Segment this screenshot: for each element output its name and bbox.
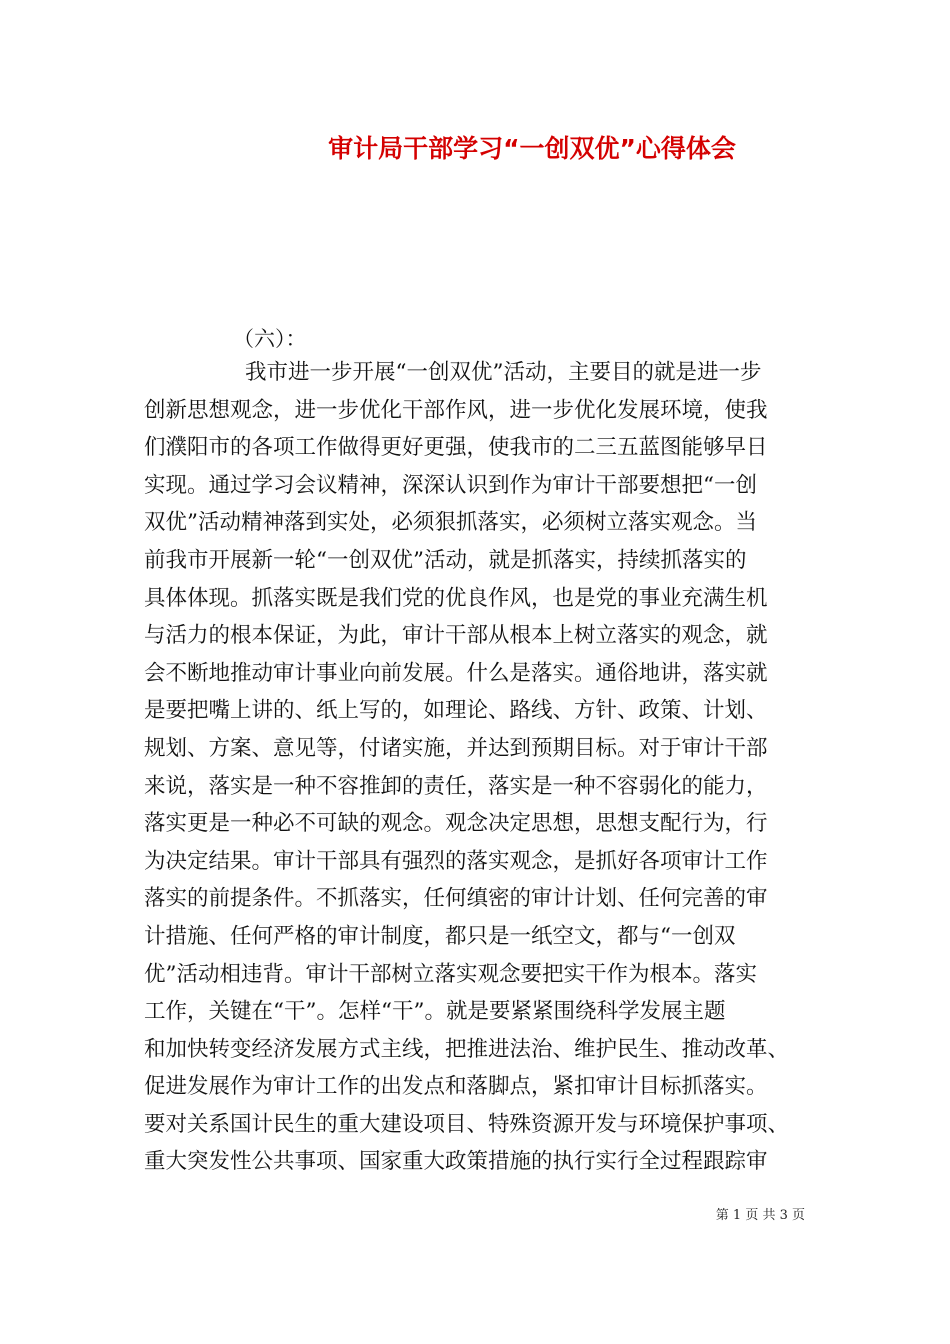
body-line: 是要把嘴上讲的、纸上写的，如理论、路线、方针、政策、计划、: [144, 698, 768, 724]
body-line: 实现。通过学习会议精神，深深认识到作为审计干部要想把“一创: [144, 472, 757, 498]
body-line: 具体体现。抓落实既是我们党的优良作风，也是党的事业充满生机: [144, 585, 768, 611]
section-mark: （六）：: [233, 327, 307, 351]
document-title: 审计局干部学习“一创双优”心得体会: [328, 134, 736, 163]
body-line: 规划、方案、意见等，付诸实施，并达到预期目标。对于审计干部: [144, 735, 768, 761]
page-indicator: 第 1 页 共 3 页: [715, 1208, 805, 1223]
body-line: 们濮阳市的各项工作做得更好更强，使我市的二三五蓝图能够早日: [144, 435, 768, 461]
body-line: 促进发展作为审计工作的出发点和落脚点，紧扣审计目标抓落实。: [144, 1074, 768, 1100]
body-line: 优”活动相违背。审计干部树立落实观念要把实干作为根本。落实: [144, 961, 757, 987]
body-line: 落实更是一种必不可缺的观念。观念决定思想，思想支配行为，行: [144, 811, 768, 837]
body-line: 前我市开展新一轮“一创双优”活动，就是抓落实，持续抓落实的: [144, 547, 747, 573]
body-line: 落实的前提条件。不抓落实，任何缜密的审计计划、任何完善的审: [144, 886, 768, 912]
body-line: 为决定结果。审计干部具有强烈的落实观念，是抓好各项审计工作: [144, 848, 768, 874]
body-line: 要对关系国计民生的重大建设项目、特殊资源开发与环境保护事项、: [144, 1111, 790, 1137]
body-line: 重大突发性公共事项、国家重大政策措施的执行实行全过程跟踪审: [144, 1149, 768, 1175]
body-line: 与活力的根本保证，为此，审计干部从根本上树立落实的观念，就: [144, 623, 768, 649]
body-line: 双优”活动精神落到实处，必须狠抓落实，必须树立落实观念。当: [144, 510, 757, 536]
body-line: 我市进一步开展“一创双优”活动，主要目的就是进一步: [245, 360, 762, 385]
body-line: 和加快转变经济发展方式主线，把推进法治、维护民生、推动改革、: [144, 1036, 790, 1062]
body-line: 计措施、任何严格的审计制度，都只是一纸空文，都与“一创双: [144, 923, 736, 949]
body-line: 会不断地推动审计事业向前发展。什么是落实。通俗地讲，落实就: [144, 660, 768, 686]
body-line: 创新思想观念，进一步优化干部作风，进一步优化发展环境，使我: [144, 397, 768, 423]
body-line: 来说，落实是一种不容推卸的责任，落实是一种不容弱化的能力，: [144, 773, 768, 799]
body-line: 工作，关键在“干”。怎样“干”。就是要紧紧围绕科学发展主题: [144, 999, 726, 1025]
body-paragraph: [144, 354, 818, 1181]
